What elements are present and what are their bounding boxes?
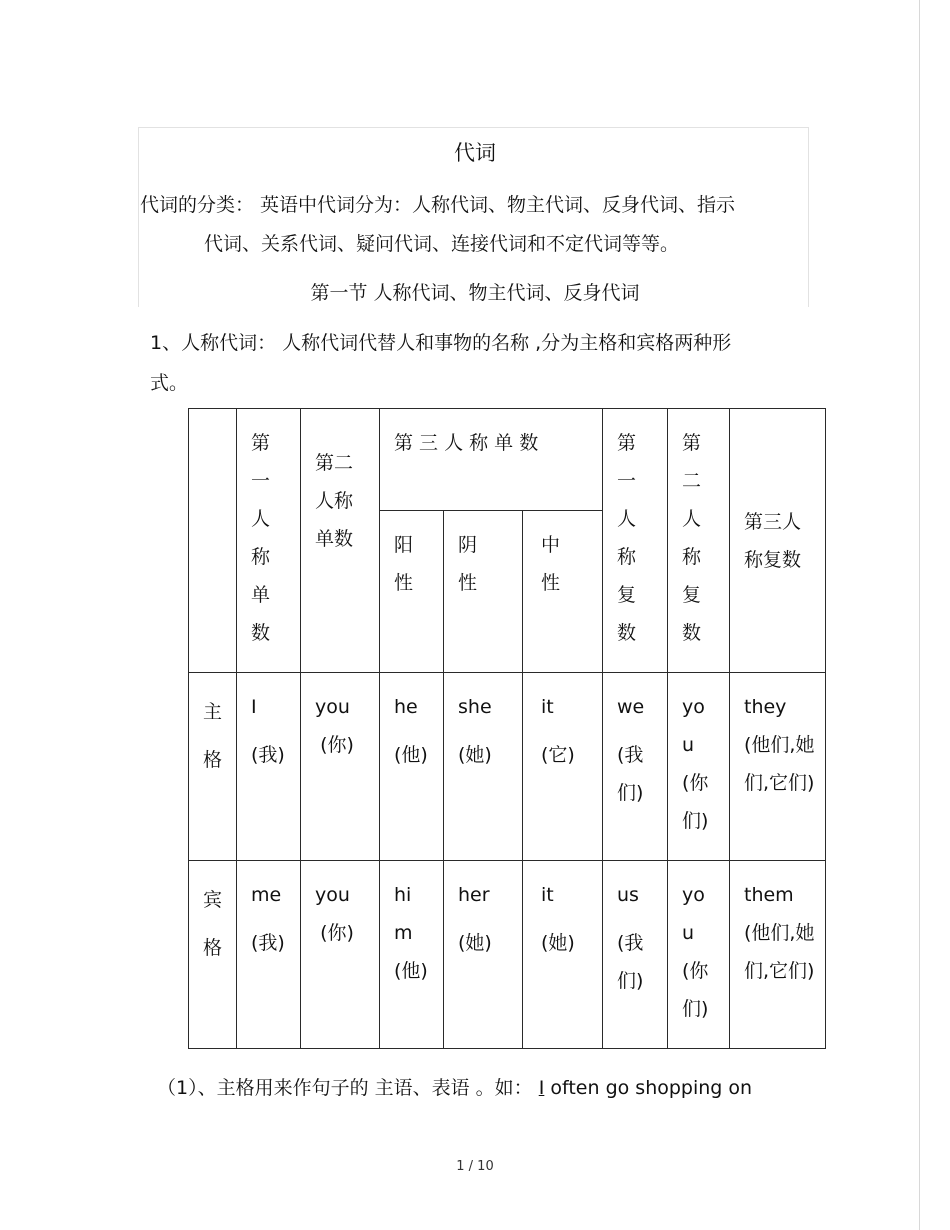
header-first-singular: 第一人称单数 [237, 409, 301, 673]
nom-masculine: he (他) [380, 673, 444, 861]
page-title: 代词 [454, 141, 496, 165]
note-example-subject: I [538, 1077, 545, 1099]
personal-pronoun-line-1: 1、人称代词： 人称代词代替人和事物的名称 ,分为主格和宾格两种形 [150, 332, 732, 354]
nom-second-plural: you (你们) [668, 673, 730, 861]
row-label-objective: 宾格 [189, 861, 237, 1049]
intro-line-1: 代词的分类： 英语中代词分为：人称代词、物主代词、反身代词、指示 [140, 194, 736, 216]
obj-feminine: her (她) [444, 861, 523, 1049]
obj-second-plural: you (你们) [668, 861, 730, 1049]
nom-first-plural: we (我们) [603, 673, 668, 861]
header-first-plural: 第一人称复数 [603, 409, 668, 673]
section-heading: 第一节 人称代词、物主代词、反身代词 [310, 282, 640, 304]
header-second-singular: 第二人称单数 [301, 409, 380, 673]
note-prefix: （1）、主格用来作句子的 主语、表语 。如： [157, 1077, 539, 1099]
header-third-plural: 第三人称复数 [730, 409, 826, 673]
header-neuter: 中性 [523, 511, 603, 673]
page-number: 1 / 10 [456, 1159, 494, 1174]
intro-line-2: 代词、关系代词、疑问代词、连接代词和不定代词等等。 [204, 233, 680, 255]
obj-first-plural: us (我们) [603, 861, 668, 1049]
header-second-plural: 第二人称复数 [668, 409, 730, 673]
nom-first-singular: I (我) [237, 673, 301, 861]
note-example-rest: often go shopping on [544, 1077, 753, 1099]
personal-pronoun-line-2: 式。 [150, 372, 189, 394]
row-label-nominative: 主格 [189, 673, 237, 861]
header-third-singular: 第 三 人 称 单 数 [380, 409, 603, 511]
obj-third-plural: them (他们,她们,它们) [730, 861, 826, 1049]
page-edge-rule [919, 0, 920, 1230]
pronoun-table [188, 408, 826, 1049]
nom-neuter: it (它) [523, 673, 603, 861]
obj-second-singular: you (你) [301, 861, 380, 1049]
obj-neuter: it (她) [523, 861, 603, 1049]
nom-feminine: she (她) [444, 673, 523, 861]
nominative-usage-note [157, 1073, 752, 1100]
header-feminine: 阴性 [444, 511, 523, 673]
corner-cell [189, 409, 237, 673]
nom-second-singular: you (你) [301, 673, 380, 861]
nom-third-plural: they (他们,她们,它们) [730, 673, 826, 861]
obj-masculine: him (他) [380, 861, 444, 1049]
header-masculine: 阳性 [380, 511, 444, 673]
obj-first-singular: me (我) [237, 861, 301, 1049]
